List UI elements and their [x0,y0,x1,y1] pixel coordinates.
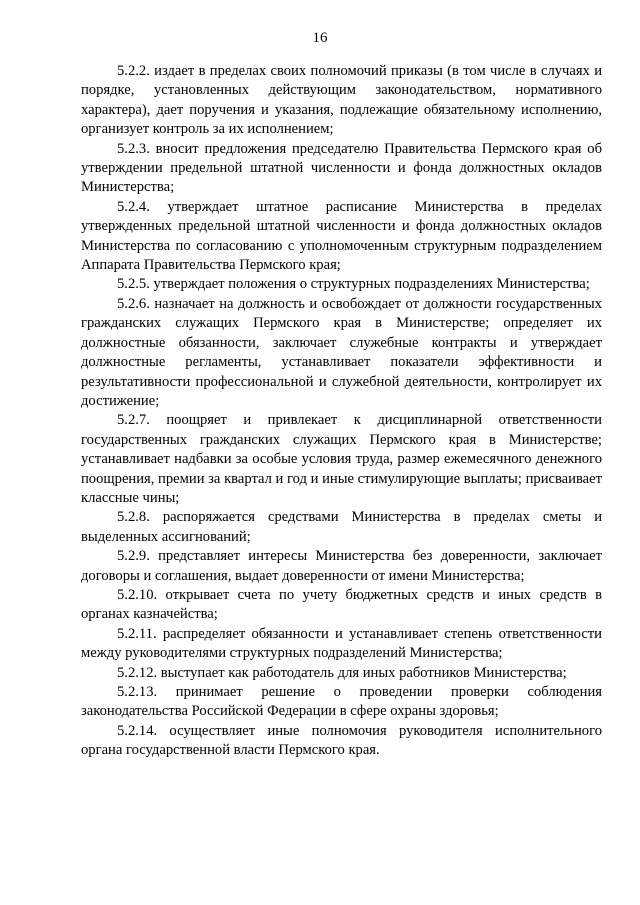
paragraph-5-2-9: 5.2.9. представляет интересы Министерства без доверенности, заключает договоры и соглашения, выдает доверенности от имени Министерства; [81,548,602,584]
paragraph-5-2-3: 5.2.3. вносит предложения председателю Правительства Пермского края об утверждении предельной штатной численности и фонда должностных окладов Министерства; [81,140,602,196]
paragraph-5-2-2: 5.2.2. издает в пределах своих полномочий приказы (в том числе в случаях и порядке, установленных действующим законодательством, нормативного характера), дает поручения и указания, подлежащие обязательному исполнению, организует контроль за их исполнением; [81,63,602,138]
page-number: 16 [312,30,328,46]
paragraph-5-2-11: 5.2.11. распределяет обязанности и устанавливает степень ответственности между руководителями структурных подразделений Министерства; [81,625,602,662]
paragraph-5-2-13: 5.2.13. принимает решение о проведении проверки соблюдения законодательства Российской Федерации в сфере охраны здоровья; [81,684,602,720]
paragraph-5-2-10: 5.2.10. открывает счета по учету бюджетных средств и иных средств в органах казначейства; [81,586,602,623]
paragraph-5-2-5: 5.2.5. утверждает положения о структурных подразделениях Министерства; [117,276,590,293]
document-body [81,62,602,761]
paragraph-5-2-14: 5.2.14. осуществляет иные полномочия руководителя исполнительного органа государственной власти Пермского края. [81,722,602,759]
paragraph-5-2-8: 5.2.8. распоряжается средствами Министерства в пределах сметы и выделенных ассигнований; [81,509,602,545]
paragraph-5-2-4: 5.2.4. утверждает штатное расписание Министерства в пределах утвержденных предельной штатной численности и фонда должностных окладов Министерства по согласованию с уполномоченным структурным подразделением Аппарата Правительства Пермского края; [81,198,602,274]
paragraph-5-2-7: 5.2.7. поощряет и привлекает к дисциплинарной ответственности государственных гражданских служащих Пермского края в Министерстве; устанавливает надбавки за особые условия труда, размер ежемесячного денежного поощрения, премии за квартал и год и иные стимулирующие выплаты; присваивает классные чины; [81,412,602,506]
paragraph-5-2-12: 5.2.12. выступает как работодатель для иных работников Министерства; [117,664,567,681]
paragraph-5-2-6: 5.2.6. назначает на должность и освобождает от должности государственных гражданских служащих Пермского края в Министерстве; определяет их должностные обязанности, заключает служебные контракты и утверждает должностные регламенты, устанавливает показатели эффективности и результативности профессиональной и служебной деятельности, контролирует их достижение; [81,295,602,409]
